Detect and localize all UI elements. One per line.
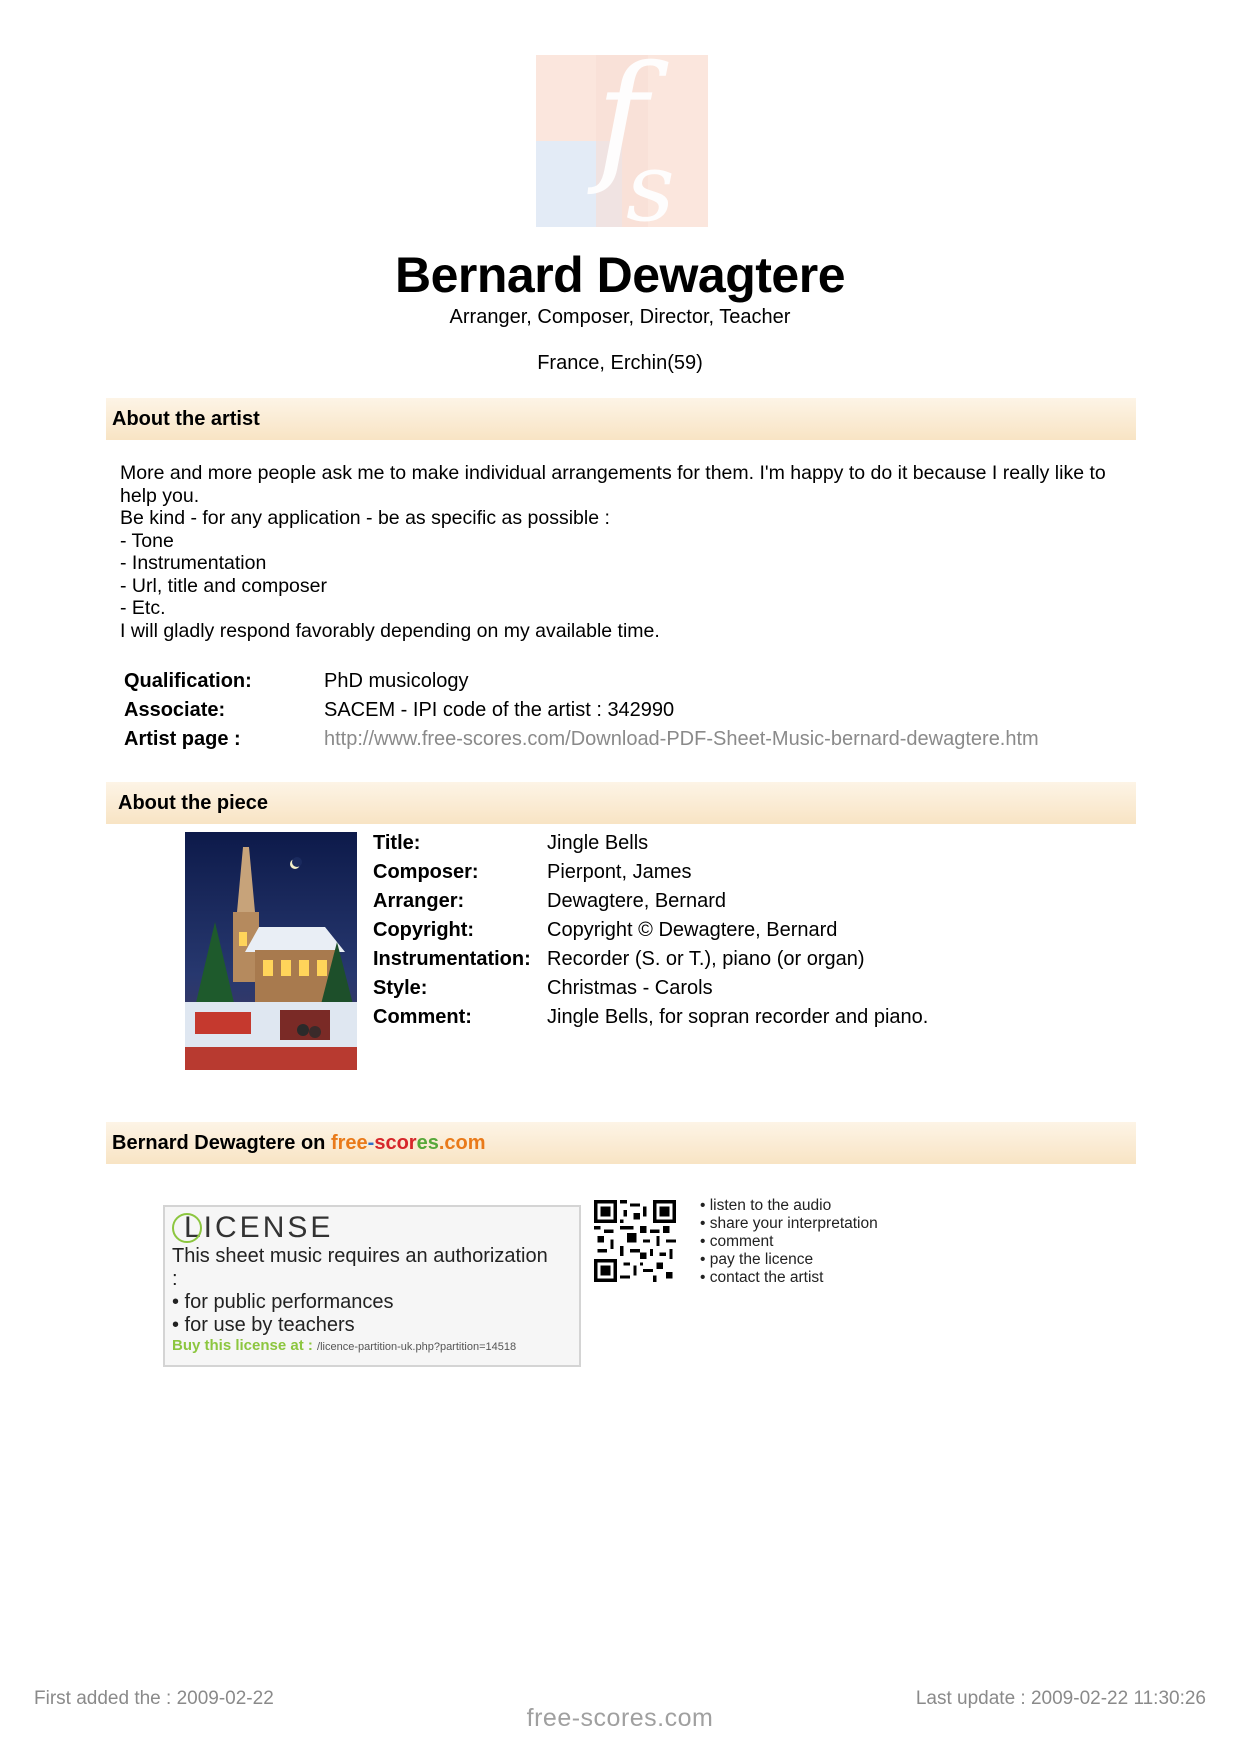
svg-text:f: f xyxy=(596,55,648,199)
free-scores-brand[interactable] xyxy=(331,1132,486,1154)
arranger-value: Dewagtere, Bernard xyxy=(547,890,726,912)
title-label: Title: xyxy=(373,832,421,854)
feature-item[interactable]: • listen to the audio xyxy=(700,1197,832,1214)
footer-brand: free-scores.com xyxy=(526,1704,714,1732)
associate-label: Associate: xyxy=(124,699,226,721)
svg-text:s: s xyxy=(626,133,675,227)
composer-label: Composer: xyxy=(373,861,479,883)
feature-item[interactable]: • pay the licence xyxy=(700,1251,814,1268)
about-line: I will gladly respond favorably depending on my available time. xyxy=(120,619,660,642)
license-buy-url[interactable]: /licence-partition-uk.php?partition=14518 xyxy=(317,1341,517,1353)
brand-part: .com xyxy=(438,1132,486,1154)
feature-list xyxy=(700,1197,878,1287)
arranger-label: Arranger: xyxy=(373,890,465,912)
qr-code[interactable] xyxy=(594,1200,676,1282)
license-line: This sheet music requires an authorization xyxy=(172,1245,548,1267)
composer-value: Pierpont, James xyxy=(547,861,692,883)
associate-value: SACEM - IPI code of the artist : 342990 xyxy=(324,699,675,721)
artist-roles: Arranger, Composer, Director, Teacher xyxy=(449,306,791,328)
copyright-label: Copyright: xyxy=(373,919,475,941)
about-artist-text xyxy=(120,462,1130,642)
license-line: • for use by teachers xyxy=(172,1314,355,1336)
artist-page-link[interactable]: http://www.free-scores.com/Download-PDF-Sheet-Music-bernard-dewagtere.htm xyxy=(324,728,1039,750)
comment-value: Jingle Bells, for sopran recorder and piano. xyxy=(547,1006,929,1028)
about-line: - Tone xyxy=(120,529,174,552)
license-buy-label: Buy this license at : xyxy=(172,1337,318,1354)
license-title-text: LICENSE xyxy=(184,1211,334,1244)
score-cover-image xyxy=(185,832,357,1070)
brand-part: scor xyxy=(374,1132,417,1154)
feature-item[interactable]: • comment xyxy=(700,1233,774,1250)
last-update-date: Last update : 2009-02-22 11:30:26 xyxy=(915,1688,1206,1709)
instrumentation-label: Instrumentation: xyxy=(373,948,531,970)
qualification-value: PhD musicology xyxy=(324,670,469,692)
artist-location: France, Erchin(59) xyxy=(537,352,703,374)
feature-item[interactable]: • share your interpretation xyxy=(700,1215,878,1232)
style-value: Christmas - Carols xyxy=(547,977,713,999)
about-artist-header: About the artist xyxy=(106,398,1136,440)
comment-label: Comment: xyxy=(373,1006,472,1028)
instrumentation-value: Recorder (S. or T.), piano (or organ) xyxy=(547,948,865,970)
about-line: Be kind - for any application - be as specific as possible : xyxy=(120,507,610,529)
qualification-label: Qualification: xyxy=(124,670,252,692)
about-line: - Url, title and composer xyxy=(120,574,327,597)
license-box xyxy=(163,1205,581,1367)
brand-part: es xyxy=(416,1132,439,1154)
free-scores-logo xyxy=(536,55,708,227)
license-line: : xyxy=(172,1268,178,1290)
artist-name: Bernard Dewagtere xyxy=(395,247,845,303)
about-line: More and more people ask me to make individual arrangements for them. I'm happy to do it because I really like to help you. xyxy=(120,462,1106,507)
license-line: • for public performances xyxy=(172,1291,394,1313)
license-title xyxy=(172,1211,572,1245)
style-label: Style: xyxy=(373,977,428,999)
on-site-header xyxy=(106,1122,1136,1164)
on-site-prefix: Bernard Dewagtere on xyxy=(112,1132,331,1154)
feature-item[interactable]: • contact the artist xyxy=(700,1269,824,1286)
copyright-value: Copyright © Dewagtere, Bernard xyxy=(547,919,838,941)
license-circle-icon xyxy=(172,1213,202,1243)
license-buy[interactable] xyxy=(172,1337,572,1354)
artist-page-label: Artist page : xyxy=(124,728,241,750)
brand-part: - xyxy=(367,1132,375,1154)
brand-part: free xyxy=(330,1132,368,1154)
about-piece-header: About the piece xyxy=(106,782,1136,824)
first-added-date: First added the : 2009-02-22 xyxy=(34,1688,274,1709)
about-line: - Instrumentation xyxy=(120,552,267,574)
about-line: - Etc. xyxy=(120,597,166,619)
title-value: Jingle Bells xyxy=(547,832,649,854)
